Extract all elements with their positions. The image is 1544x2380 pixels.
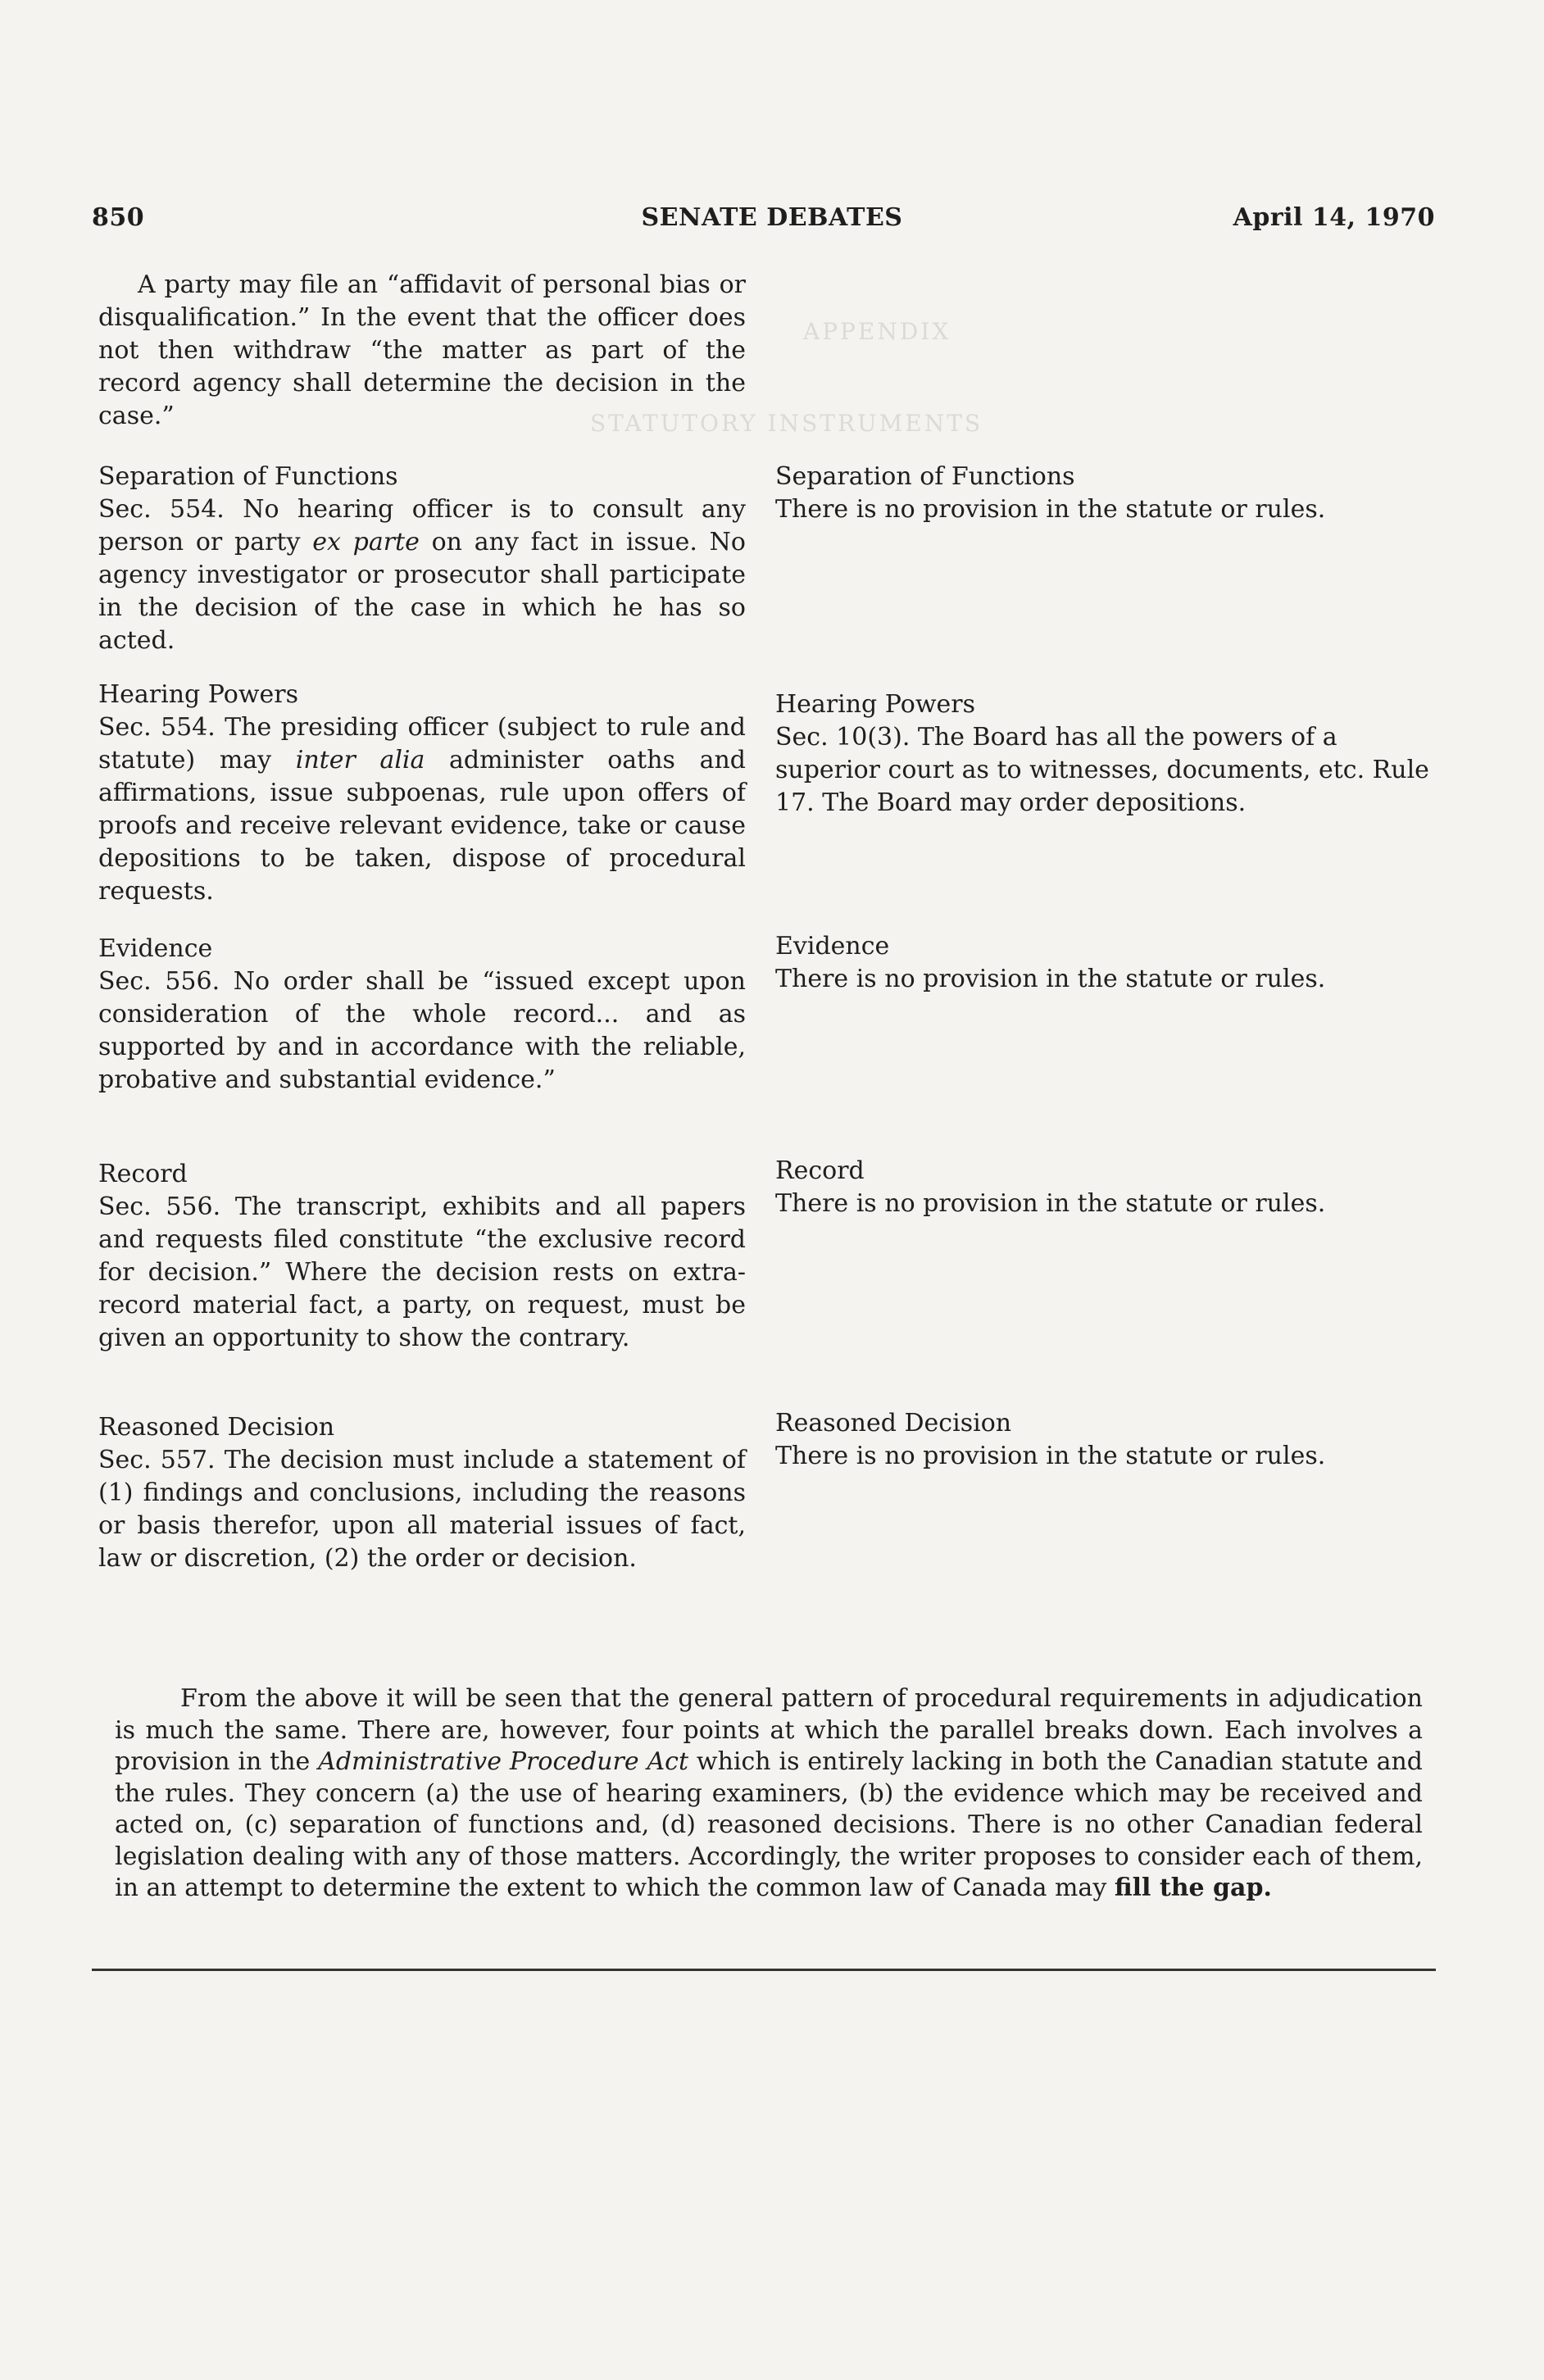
body-text: From the above it will be seen that the general pattern of procedural requirements in adjudication is much the same. There are, however, four points at which the parallel breaks down. Each involves a provision in the [115,1684,1423,1776]
section-heading: Evidence [98,934,213,963]
italic-term: inter alia [295,746,425,774]
left-intro [98,269,746,433]
body-text: Sec. 554. The presiding officer (subject to rule and statute) may [98,713,746,774]
body-text-end: fill the gap. [1114,1874,1272,1902]
body-text: which is entirely lacking in both the Canadian statute and the rules. They concern (a) the use of hearing examiners, (b) the evidence which may be received and acted on, (c) separation of functions and, (d) reasoned decisions. There is no other Canadian federal legislation dealing with any of those matters. Accordingly, the writer proposes to consider each of them, in an attempt to determine the extent to which the common law of Canada may [115,1747,1423,1902]
running-title: SENATE DEBATES [641,203,903,232]
left-separation-section [98,461,746,657]
bleed-through-text: APPENDIX [803,318,951,345]
left-record-section [98,1158,746,1355]
right-separation-section [775,461,1447,526]
body-text: administer oaths and affirmations, issue subpoenas, rule upon offers of proofs and receive relevant evidence, take or cause depositions to be taken, dispose of procedural requests. [98,746,746,906]
section-body: There is no provision in the statute or rules. [775,965,1326,993]
section-body: There is no provision in the statute or rules. [775,495,1326,524]
body-text: Sec. 554. No hearing officer is to consult any person or party [98,495,746,556]
section-heading: Record [98,1160,188,1188]
section-heading: Record [775,1156,865,1185]
section-heading: Hearing Powers [98,680,298,709]
section-body [98,711,746,908]
horizontal-rule [92,1969,1436,1971]
left-reasoned-section [98,1411,746,1575]
right-evidence-section [775,930,1447,996]
section-heading: Reasoned Decision [98,1413,335,1442]
italic-act-title: Administrative Procedure Act [318,1747,689,1776]
summary-paragraph [115,1683,1423,1905]
section-body: There is no provision in the statute or rules. [775,1442,1326,1470]
right-hearing-section [775,688,1447,820]
section-heading: Separation of Functions [775,462,1075,491]
left-evidence-section [98,933,746,1097]
left-hearing-section [98,679,746,908]
section-heading: Evidence [775,932,890,961]
section-body [98,493,746,657]
body-text: on any fact in issue. No agency investigator or prosecutor shall participate in the decision of the case in which he has so acted. [98,528,746,655]
section-body: Sec. 10(3). The Board has all the powers of a superior court as to witnesses, documents, etc. Rule 17. The Board may order depositions. [775,723,1429,817]
page-date: April 14, 1970 [1233,203,1435,232]
section-body: There is no provision in the statute or rules. [775,1189,1326,1218]
page-number: 850 [92,203,145,232]
section-heading: Reasoned Decision [775,1409,1012,1438]
section-heading: Separation of Functions [98,462,398,491]
italic-term: ex parte [312,528,420,556]
section-body: Sec. 556. No order shall be “issued except upon consideration of the whole record... and as supported by and in accordance with the reliable, probative and substantial evidence.” [98,967,746,1094]
intro-paragraph: A party may file an “affidavit of personal bias or disqualification.” In the event that the officer does not then withdraw “the matter as part of the record agency shall determine the decision in the case.” [98,270,746,430]
right-reasoned-section [775,1407,1447,1473]
right-record-section [775,1155,1447,1220]
bleed-through-text: STATUTORY INSTRUMENTS [590,410,983,437]
section-heading: Hearing Powers [775,690,975,719]
section-body: Sec. 556. The transcript, exhibits and all papers and requests filed constitute “the exclusive record for decision.” Where the decision rests on extra-record material fact, a party, on request, must be given an opportunity to show the contrary. [98,1192,746,1352]
section-body: Sec. 557. The decision must include a statement of (1) findings and conclusions, including the reasons or basis therefor, upon all material issues of fact, law or discretion, (2) the order or decision. [98,1446,746,1573]
